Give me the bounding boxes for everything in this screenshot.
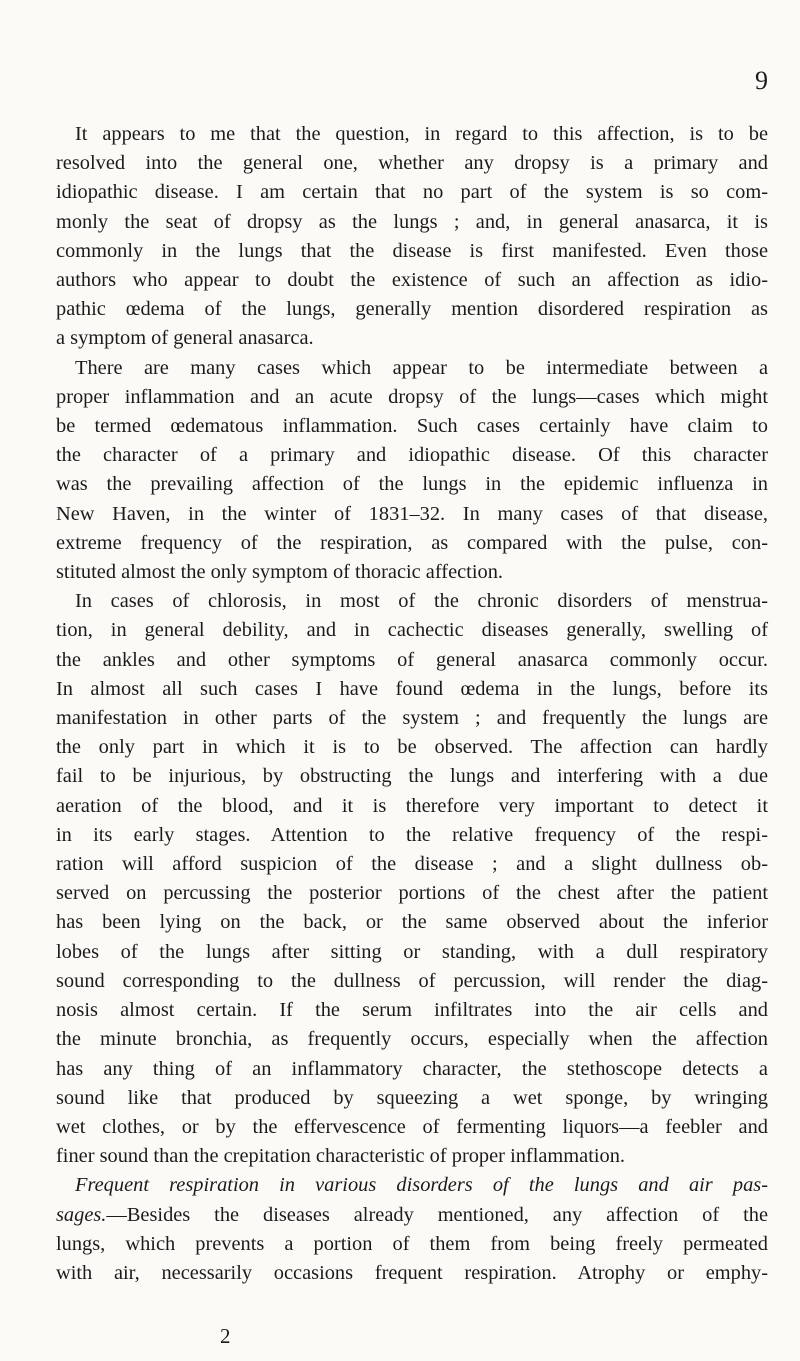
page-number: 9 [755,66,768,95]
text-line: the character of a primary and idiopathic disease. Of this character [56,444,768,467]
text-line: the minute bronchia, as frequently occurs, especially when the affection [56,1028,768,1051]
text-line: pathic œdema of the lungs, generally mention disordered respiration as [56,298,768,321]
text-line: In cases of chlorosis, in most of the chronic disorders of menstrua- [75,590,768,613]
text-line: be termed œdematous inflammation. Such cases certainly have claim to [56,415,768,438]
page [56,0,768,1361]
section-text: —Besides the diseases already mentioned, any affection of the [106,1203,768,1226]
text-line: has any thing of an inflammatory character, the stethoscope detects a [56,1057,768,1080]
text-line: stituted almost the only symptom of thoracic affection. [56,561,503,584]
text-line: extreme frequency of the respiration, as compared with the pulse, con- [56,531,768,554]
signature-mark: 2 [220,1324,231,1348]
text-line: was the prevailing affection of the lungs in the epidemic influenza in [56,473,768,496]
text-line: the only part in which it is to be observed. The affection can hardly [56,736,768,759]
text-line: It appears to me that the question, in regard to this affection, is to be [75,123,768,145]
text-line: aeration of the blood, and it is therefore very important to detect it [56,794,768,817]
text-line: in its early stages. Attention to the relative frequency of the respi- [56,823,768,846]
text-line: finer sound than the crepitation characteristic of proper inflammation. [56,1145,626,1168]
text-line: has been lying on the back, or the same observed about the inferior [56,911,768,934]
body-text [56,120,768,1288]
text-line: commonly in the lungs that the disease is first manifested. Even those [56,239,768,262]
text-line: the ankles and other symptoms of general anasarca commonly occur. [56,648,768,671]
text-line: lungs, which prevents a portion of them from being freely permeated [56,1232,768,1255]
text-line: manifestation in other parts of the system ; and frequently the lungs are [56,707,768,730]
text-line: sound corresponding to the dullness of percussion, will render the diag- [56,969,768,992]
text-line: nosis almost certain. If the serum infiltrates into the air cells and [56,999,768,1022]
section-heading: Frequent respiration in various disorders of the lungs and air pas- [75,1174,768,1197]
text-line: wet clothes, or by the effervescence of fermenting liquors—a feebler and [56,1115,768,1138]
text-line: In almost all such cases I have found œdema in the lungs, before its [56,677,768,700]
text-line: proper inflammation and an acute dropsy of the lungs—cases which might [56,385,768,408]
section-heading-line [56,1171,768,1200]
text-line: tion, in general debility, and in cachectic diseases generally, swelling of [56,619,768,642]
text-line: sound like that produced by squeezing a wet sponge, by wringing [56,1086,768,1109]
text-line: served on percussing the posterior portions of the chest after the patient [56,882,768,905]
text-line [56,1201,768,1230]
text-line: New Haven, in the winter of 1831–32. In many cases of that disease, [56,502,768,525]
text-line: ration will afford suspicion of the disease ; and a slight dullness ob- [56,853,768,876]
text-line: There are many cases which appear to be intermediate between a [75,356,768,379]
text-line: a symptom of general anasarca. [56,327,314,350]
text-line: idiopathic disease. I am certain that no part of the system is so com- [56,181,768,204]
text-line: lobes of the lungs after sitting or standing, with a dull respiratory [56,940,768,963]
text-line: authors who appear to doubt the existence of such an affection as idio- [56,269,768,292]
text-line: monly the seat of dropsy as the lungs ; and, in general anasarca, it is [56,210,768,233]
text-line: with air, necessarily occasions frequent respiration. Atrophy or emphy- [56,1261,768,1284]
text-line: resolved into the general one, whether any dropsy is a primary and [56,152,768,175]
section-heading-end: sages. [56,1203,107,1226]
text-line: fail to be injurious, by obstructing the lungs and interfering with a due [56,765,768,788]
